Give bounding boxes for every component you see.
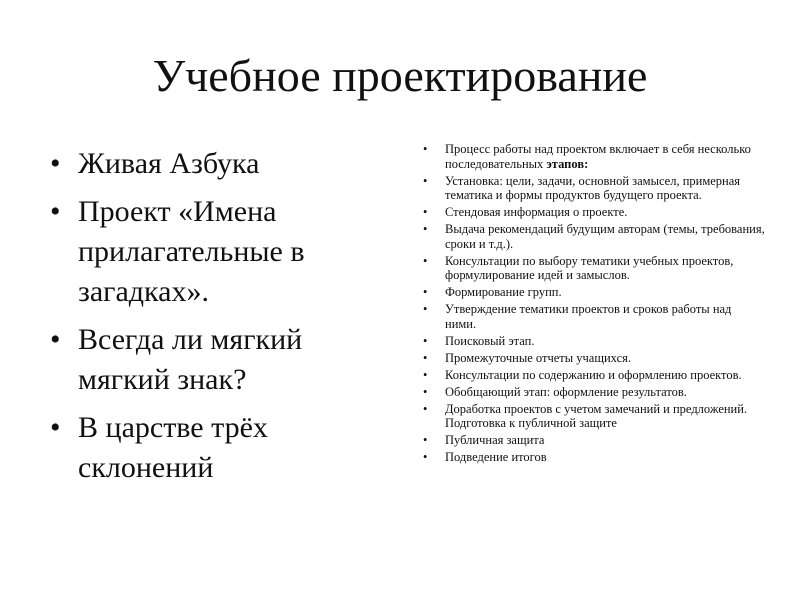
stage-item bbox=[420, 174, 765, 203]
stage-text: Публичная защита bbox=[445, 433, 545, 447]
bullet-icon: • bbox=[423, 173, 428, 188]
stage-text: Консультации по выбору тематики учебных проектов, формулирование идей и замыслов. bbox=[445, 253, 734, 282]
bullet-icon: • bbox=[423, 253, 428, 268]
stage-item bbox=[420, 433, 765, 448]
slide-title: Учебное проектирование bbox=[152, 50, 648, 101]
stage-text: Обобщающий этап: оформление результатов. bbox=[445, 384, 687, 399]
bullet-icon: • bbox=[423, 401, 428, 416]
stage-item bbox=[420, 385, 765, 400]
bullet-icon: • bbox=[423, 450, 428, 464]
stage-item bbox=[420, 222, 765, 251]
bullet-icon: • bbox=[423, 333, 428, 348]
main-bullet-item bbox=[48, 144, 378, 184]
main-bullet-list bbox=[48, 144, 378, 496]
stage-text: Промежуточные отчеты учащихся. bbox=[445, 350, 631, 365]
stage-text: Доработка проектов с учетом замечаний и предложений. Подготовка к публичной защите bbox=[445, 401, 748, 430]
stage-bold-text: этапов: bbox=[546, 156, 589, 171]
main-bullet-item bbox=[48, 320, 378, 400]
stage-item bbox=[420, 205, 765, 220]
stage-text: Установка: цели, задачи, основной замысел, примерная тематика и формы продуктов будущего проекта. bbox=[445, 173, 741, 202]
bullet-icon: • bbox=[50, 323, 61, 356]
bullet-icon: • bbox=[423, 384, 428, 399]
stage-item bbox=[420, 302, 765, 331]
bullet-icon: • bbox=[423, 285, 428, 299]
stage-item bbox=[420, 334, 765, 349]
bullet-icon: • bbox=[423, 302, 428, 316]
main-bullet-item bbox=[48, 408, 378, 488]
stage-item bbox=[420, 351, 765, 366]
bullet-icon: • bbox=[423, 142, 428, 156]
main-bullet-item bbox=[48, 192, 378, 312]
stage-text: Поисковый этап. bbox=[445, 333, 535, 348]
bullet-icon: • bbox=[423, 350, 428, 365]
bullet-icon: • bbox=[50, 411, 61, 444]
stage-item bbox=[420, 142, 765, 171]
stage-item bbox=[420, 285, 765, 300]
stages-bullet-list bbox=[420, 142, 765, 467]
stage-text: Выдача рекомендаций будущим авторам (темы, требования, сроки и т.д.). bbox=[445, 222, 765, 251]
bullet-icon: • bbox=[423, 222, 428, 236]
bullet-icon: • bbox=[50, 147, 61, 180]
bullet-icon: • bbox=[423, 205, 428, 219]
bullet-icon: • bbox=[423, 433, 428, 447]
bullet-icon: • bbox=[423, 367, 428, 382]
stage-text: Утверждение тематики проектов и сроков работы над ними. bbox=[445, 302, 732, 331]
stage-text: Консультации по содержанию и оформлению проектов. bbox=[445, 367, 742, 382]
main-bullet-text: Всегда ли мягкий мягкий знак? bbox=[78, 323, 303, 396]
stage-item bbox=[420, 254, 765, 283]
stage-text: Стендовая информация о проекте. bbox=[445, 205, 628, 219]
main-bullet-text: Живая Азбука bbox=[78, 147, 260, 180]
main-bullet-text: В царстве трёх склонений bbox=[78, 411, 268, 484]
stage-item bbox=[420, 450, 765, 465]
bullet-icon: • bbox=[50, 195, 61, 228]
main-bullet-text: Проект «Имена прилагательные в загадках». bbox=[78, 195, 305, 308]
stage-text: Процесс работы над проектом включает в себя несколько последовательных bbox=[445, 142, 751, 171]
stage-text: Формирование групп. bbox=[445, 285, 562, 299]
stage-item bbox=[420, 368, 765, 383]
stage-item bbox=[420, 402, 765, 431]
stage-text: Подведение итогов bbox=[445, 450, 547, 464]
